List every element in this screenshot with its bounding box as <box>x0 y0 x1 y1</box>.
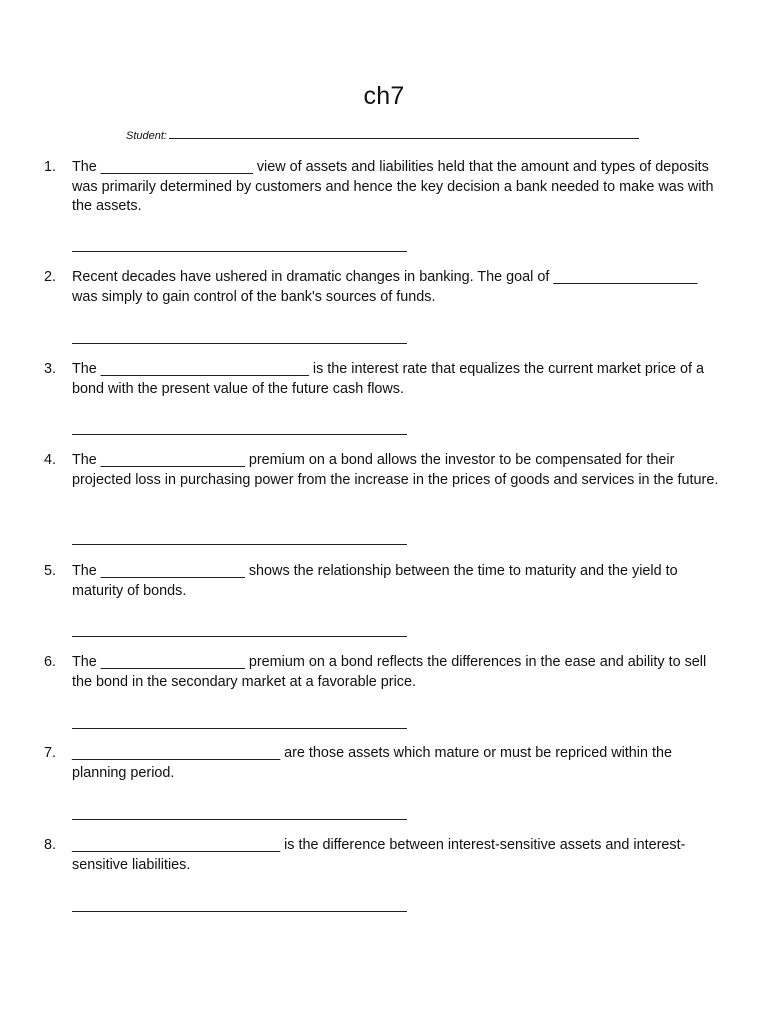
question-text: The __________________ premium on a bond reflects the differences in the ease and ability to sell the bond in the secondary market at a favorable price. <box>72 654 707 690</box>
question-number: 3. <box>44 361 57 377</box>
question-number: 4. <box>44 452 57 468</box>
student-name-blank[interactable] <box>169 127 639 139</box>
answer-line-8[interactable] <box>72 910 407 912</box>
question-text: __________________________ are those assets which mature or must be repriced within the planning period. <box>72 745 673 781</box>
question-text: __________________________ is the difference between interest-sensitive assets and interest-sensitive liabilities. <box>72 837 686 873</box>
answer-line-3[interactable] <box>72 433 407 435</box>
student-field <box>126 127 639 142</box>
question-3 <box>44 360 734 399</box>
answer-line-5[interactable] <box>72 635 407 637</box>
question-text: Recent decades have ushered in dramatic changes in banking. The goal of __________________ was simply to gain control of the bank's sources of funds. <box>72 269 698 305</box>
question-1 <box>44 158 734 217</box>
question-text: The __________________________ is the interest rate that equalizes the current market price of a bond with the present value of the future cash flows. <box>72 361 705 397</box>
question-number: 6. <box>44 654 57 670</box>
answer-line-6[interactable] <box>72 727 407 729</box>
question-number: 2. <box>44 269 57 285</box>
question-number: 1. <box>44 159 57 175</box>
question-number: 7. <box>44 745 57 761</box>
question-7 <box>44 744 734 783</box>
page-title: ch7 <box>363 82 405 110</box>
question-4 <box>44 451 734 490</box>
answer-line-2[interactable] <box>72 342 407 344</box>
student-label: Student: <box>126 130 167 142</box>
question-text: The __________________ shows the relationship between the time to maturity and the yield to maturity of bonds. <box>72 563 678 599</box>
answer-line-7[interactable] <box>72 818 407 820</box>
answer-line-4[interactable] <box>72 543 407 545</box>
question-number: 5. <box>44 563 57 579</box>
question-number: 8. <box>44 837 57 853</box>
question-text: The __________________ premium on a bond allows the investor to be compensated for their projected loss in purchasing power from the increase in the prices of goods and services in the future. <box>72 452 719 488</box>
question-2 <box>44 268 734 307</box>
question-6 <box>44 653 734 692</box>
question-text: The ___________________ view of assets and liabilities held that the amount and types of deposits was primarily determined by customers and hence the key decision a bank needed to make was with the assets. <box>72 159 714 214</box>
question-5 <box>44 562 734 601</box>
answer-line-1[interactable] <box>72 250 407 252</box>
question-8 <box>44 836 734 875</box>
